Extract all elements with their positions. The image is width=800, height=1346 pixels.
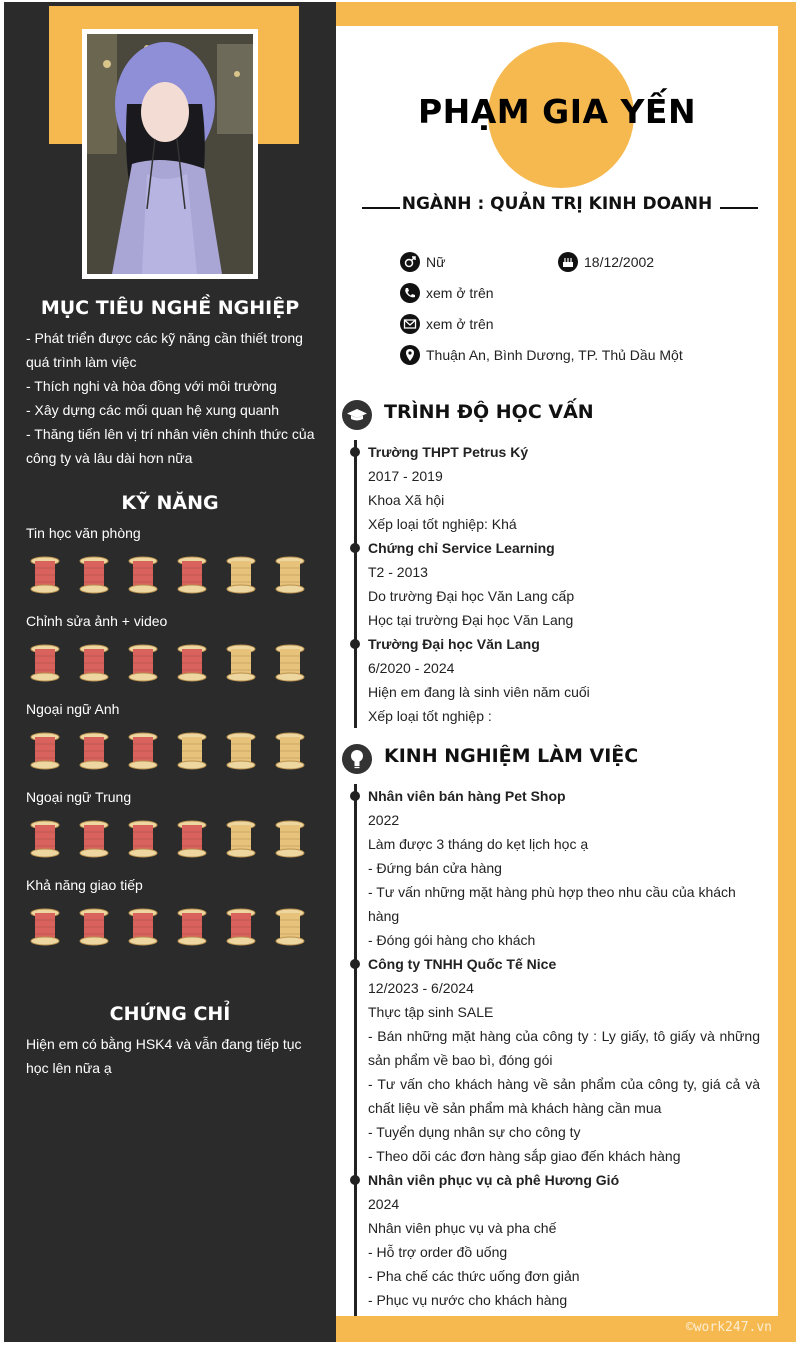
skill-spool-empty-icon [177,732,207,770]
objective-list [26,326,318,470]
experience-entry-line: - Pha chế các thức uống đơn giản [368,1268,580,1284]
skill-rating [30,732,320,772]
experience-entry-line: - Tư vấn những mặt hàng phù hợp theo nhu cầu của khách hàng [368,884,736,924]
skill-spool-filled-icon [128,820,158,858]
timeline-dot [350,447,360,457]
objective-item: - Xây dựng các mối quan hệ xung quanh [26,402,279,418]
main-content [336,26,778,1316]
skill-spool-filled-icon [30,644,60,682]
skill-spool-filled-icon [79,820,109,858]
timeline-dot [350,543,360,553]
experience-entry [368,784,760,952]
skill-spool-filled-icon [177,644,207,682]
major-title: NGÀNH : QUẢN TRỊ KINH DOANH [401,194,713,214]
profile-photo-frame [82,29,258,279]
timeline-dot [350,1175,360,1185]
skill-spool-filled-icon [177,908,207,946]
major-divider-right [720,207,758,209]
education-list [368,440,760,728]
skill-label: Chỉnh sửa ảnh + video [26,613,168,629]
skill-spool-empty-icon [275,732,305,770]
skill-spool-filled-icon [79,908,109,946]
objective-item: - Phát triển được các kỹ năng cần thiết trong quá trình làm việc [26,330,303,370]
skill-spool-empty-icon [226,556,256,594]
skills-title: KỸ NĂNG [121,492,219,514]
skill-spool-filled-icon [30,732,60,770]
skill-spool-filled-icon [177,556,207,594]
skill-rating [30,908,320,948]
experience-list [368,784,760,1312]
profile-photo [87,34,253,274]
education-entry-line: 6/2020 - 2024 [368,660,455,676]
email-value: xem ở trên [426,316,494,332]
experience-entry-line: - Tư vấn cho khách hàng về sản phẩm của công ty, giá cả và chất liệu về sản phẩm mà khách hàng cần mua [368,1076,760,1116]
gender-icon [400,252,420,272]
education-entry-line: Do trường Đại học Văn Lang cấp [368,588,575,604]
education-entry-line: Khoa Xã hội [368,492,445,508]
left-sidebar [4,2,336,1342]
watermark: ©work247.vn [685,1320,772,1335]
candidate-name: PHẠM GIA YẾN [417,92,697,131]
objective-item: - Thăng tiến lên vị trí nhân viên chính thức của công ty và lâu dài hơn nữa [26,426,315,466]
email-icon [400,314,420,334]
experience-entry-title: Nhân viên bán hàng Pet Shop [368,788,566,804]
skill-spool-empty-icon [275,644,305,682]
address-value: Thuận An, Bình Dương, TP. Thủ Dầu Một [426,347,683,363]
location-pin-icon [400,345,420,365]
skill-spool-empty-icon [226,820,256,858]
experience-entry [368,952,760,1168]
timeline-dot [350,959,360,969]
skill-spool-empty-icon [275,820,305,858]
experience-entry-line: - Hỗ trợ order đồ uống [368,1244,508,1260]
experience-entry-line: 12/2023 - 6/2024 [368,980,474,996]
skill-spool-empty-icon [226,732,256,770]
experience-entry-title: Nhân viên phục vụ cà phê Hương Gió [368,1172,620,1188]
skill-spool-empty-icon [226,644,256,682]
education-entry-line: Xếp loại tốt nghiệp : [368,708,492,724]
timeline-dot [350,639,360,649]
skill-rating [30,556,320,596]
skill-label: Khả năng giao tiếp [26,877,143,893]
education-entry-line: Học tại trường Đại học Văn Lang [368,612,574,628]
phone-icon [400,283,420,303]
gender-value: Nữ [426,254,446,270]
education-entry-line: 2017 - 2019 [368,468,443,484]
graduation-cap-icon [342,400,372,430]
birthday-value: 18/12/2002 [584,254,655,270]
education-entry-line: T2 - 2013 [368,564,428,580]
skill-spool-filled-icon [30,820,60,858]
skill-spool-filled-icon [226,908,256,946]
skill-spool-filled-icon [79,556,109,594]
certificate-text: Hiện em có bằng HSK4 và vẫn đang tiếp tục học lên nữa ạ [26,1036,302,1076]
experience-entry-line: - Tuyển dụng nhân sự cho công ty [368,1124,581,1140]
experience-entry-line: - Theo dõi các đơn hàng sắp giao đến khách hàng [368,1148,681,1164]
education-entry-title: Trường THPT Petrus Ký [368,444,529,460]
timeline-dot [350,791,360,801]
skill-spool-filled-icon [79,732,109,770]
experience-title: KINH NGHIỆM LÀM VIỆC [384,745,639,767]
lightbulb-icon [342,744,372,774]
skill-spool-filled-icon [128,644,158,682]
skill-label: Tin học văn phòng [26,525,141,541]
skill-spool-filled-icon [30,556,60,594]
phone-value: xem ở trên [426,285,494,301]
skill-rating [30,644,320,684]
skill-spool-filled-icon [128,732,158,770]
experience-entry-line: 2022 [368,812,400,828]
education-entry-title: Chứng chỉ Service Learning [368,540,555,556]
education-entry [368,440,760,536]
education-entry-title: Trường Đại học Văn Lang [368,636,540,652]
objective-title: MỤC TIÊU NGHỀ NGHIỆP [40,297,300,319]
experience-entry-line: - Đóng gói hàng cho khách [368,932,536,948]
birthday-cake-icon [558,252,578,272]
skill-spool-filled-icon [128,556,158,594]
education-title: TRÌNH ĐỘ HỌC VẤN [384,401,594,423]
objective-item: - Thích nghi và hòa đồng với môi trường [26,378,277,394]
skill-label: Ngoại ngữ Anh [26,701,120,717]
education-entry [368,632,760,728]
skill-spool-empty-icon [275,908,305,946]
skill-spool-filled-icon [79,644,109,682]
experience-entry-line: 2024 [368,1196,400,1212]
skill-label: Ngoại ngữ Trung [26,789,132,805]
experience-entry-line: Nhân viên phục vụ và pha chế [368,1220,557,1236]
education-entry [368,536,760,632]
skill-spool-filled-icon [177,820,207,858]
experience-entry [368,1168,760,1312]
skill-spool-empty-icon [275,556,305,594]
skill-spool-filled-icon [128,908,158,946]
experience-timeline [354,784,357,1316]
experience-entry-line: Thực tập sinh SALE [368,1004,494,1020]
experience-entry-line: Làm được 3 tháng do kẹt lịch học ạ [368,836,589,852]
experience-entry-line: - Bán những mặt hàng của công ty : Ly giấy, tô giấy và những sản phẩm về bao bì, đóng gói [368,1028,760,1068]
education-entry-line: Hiện em đang là sinh viên năm cuối [368,684,590,700]
profile-photo-illustration [87,34,253,274]
education-entry-line: Xếp loại tốt nghiệp: Khá [368,516,517,532]
certificate-title: CHỨNG CHỈ [109,1003,231,1025]
experience-entry-line: - Đứng bán cửa hàng [368,860,502,876]
education-timeline [354,440,357,728]
experience-entry-line: - Phục vụ nước cho khách hàng [368,1292,568,1308]
skill-spool-filled-icon [30,908,60,946]
experience-entry-title: Công ty TNHH Quốc Tế Nice [368,956,557,972]
skill-rating [30,820,320,860]
